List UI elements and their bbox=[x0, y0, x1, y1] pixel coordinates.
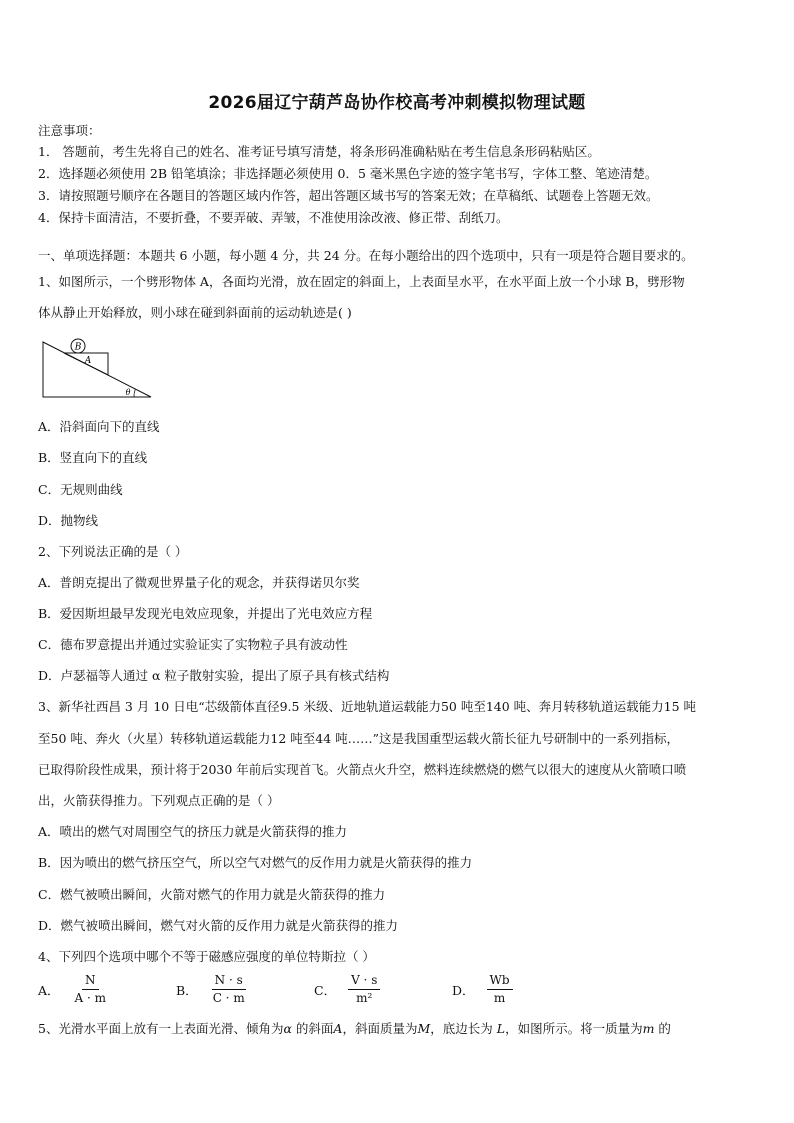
question-2-stem: 2、下列说法正确的是（ ） bbox=[38, 544, 188, 559]
q5-var-a: A bbox=[333, 1021, 343, 1036]
question-3-stem-cont: 至50 吨、奔火（火星）转移轨道运载能力12 吨至44 吨……”这是我国重型运载火箭长征九号研制中的一系列指标， bbox=[38, 731, 680, 746]
option-letter: A． bbox=[38, 982, 60, 998]
q5-alpha: α bbox=[283, 1021, 292, 1036]
option-letter: D． bbox=[452, 982, 475, 998]
q5-var-m-upper: M bbox=[417, 1021, 431, 1036]
angle-label: θ bbox=[125, 388, 131, 397]
notice-item: 4．保持卡面清洁，不要折叠，不要弄破、弄皱，不准使用涂改液、修正带、刮纸刀。 bbox=[38, 210, 509, 225]
question-1-option-a: A．沿斜面向下的直线 bbox=[38, 419, 160, 434]
fraction-numerator: N · s bbox=[212, 973, 246, 990]
question-3-stem-cont: 出，火箭获得推力。下列观点正确的是（ ） bbox=[38, 793, 280, 808]
wedge-a-label: A bbox=[84, 356, 92, 366]
question-4-option-c bbox=[314, 973, 380, 1006]
question-4-option-d bbox=[452, 973, 513, 1006]
fraction-numerator: N bbox=[82, 973, 99, 990]
ball-b-label: B bbox=[74, 342, 82, 353]
q5-var-l: L bbox=[496, 1021, 506, 1036]
q5-text: 的 bbox=[654, 1021, 671, 1036]
notice-item: 2．选择题必须使用 2B 铅笔填涂；非选择题必须使用 0．5 毫米黑色字迹的签字笔书写，字体工整、笔迹清楚。 bbox=[38, 166, 658, 181]
incline-wedge-figure bbox=[40, 334, 155, 400]
question-4-option-b bbox=[176, 973, 248, 1006]
fraction-denominator: C · m bbox=[212, 991, 245, 1005]
question-3-option-d: D．燃气被喷出瞬间，燃气对火箭的反作用力就是火箭获得的推力 bbox=[38, 918, 399, 933]
fraction-denominator: m bbox=[493, 991, 506, 1005]
option-letter: C． bbox=[314, 982, 337, 998]
question-1-option-c: C．无规则曲线 bbox=[38, 482, 123, 497]
question-1-stem-cont: 体从静止开始释放，则小球在碰到斜面前的运动轨迹是( ) bbox=[38, 305, 352, 320]
notice-heading: 注意事项： bbox=[38, 123, 101, 138]
q5-text: 的斜面 bbox=[291, 1021, 334, 1036]
question-4-option-a bbox=[38, 973, 109, 1006]
q5-text: 5、光滑水平面上放有一上表面光滑、倾角为 bbox=[38, 1021, 284, 1036]
question-2-option-d: D．卢瑟福等人通过 α 粒子散射实验，提出了原子具有核式结构 bbox=[38, 668, 390, 683]
q5-text: ，斜面质量为 bbox=[342, 1021, 418, 1036]
unit-fraction bbox=[210, 973, 248, 1006]
question-4-stem: 4、下列四个选项中哪个不等于磁感应强度的单位特斯拉（ ） bbox=[38, 949, 375, 964]
question-3-stem-cont: 已取得阶段性成果，预计将于2030 年前后实现首飞。火箭点火升空，燃料连续燃烧的燃气以很大的速度从火箭喷口喷 bbox=[38, 762, 687, 777]
notice-item: 3．请按照题号顺序在各题目的答题区域内作答，超出答题区域书写的答案无效；在草稿纸、试题卷上答题无效。 bbox=[38, 188, 659, 203]
unit-fraction bbox=[487, 973, 513, 1006]
question-5-stem bbox=[38, 1019, 671, 1037]
fraction-numerator: V · s bbox=[348, 973, 380, 990]
question-2-option-b: B．爱因斯坦最早发现光电效应现象，并提出了光电效应方程 bbox=[38, 606, 373, 621]
question-1-option-b: B．竖直向下的直线 bbox=[38, 450, 148, 465]
q5-text: ，如图所示。将一质量为 bbox=[505, 1021, 643, 1036]
angle-arc bbox=[134, 390, 135, 397]
section-heading: 一、单项选择题：本题共 6 小题，每小题 4 分，共 24 分。在每小题给出的四个选项中，只有一项是符合题目要求的。 bbox=[38, 248, 694, 263]
unit-fraction bbox=[348, 973, 380, 1006]
unit-fraction bbox=[72, 973, 110, 1006]
question-3-option-a: A．喷出的燃气对周围空气的挤压力就是火箭获得的推力 bbox=[38, 824, 348, 839]
page-title: 2026届辽宁葫芦岛协作校高考冲刺模拟物理试题 bbox=[208, 93, 586, 113]
question-3-option-b: B．因为喷出的燃气挤压空气，所以空气对燃气的反作用力就是火箭获得的推力 bbox=[38, 855, 473, 870]
question-2-option-a: A．普朗克提出了微观世界量子化的观念，并获得诺贝尔奖 bbox=[38, 575, 360, 590]
notice-item: 1． 答题前，考生先将自己的姓名、准考证号填写清楚，将条形码准确粘贴在考生信息条形码粘贴区。 bbox=[38, 144, 600, 159]
option-letter: B． bbox=[176, 982, 198, 998]
question-1-stem: 1、如图所示，一个劈形物体 A，各面均光滑，放在固定的斜面上，上表面呈水平，在水平面上放一个小球 B，劈形物 bbox=[38, 274, 685, 289]
question-1-option-d: D．抛物线 bbox=[38, 513, 99, 528]
fraction-numerator: Wb bbox=[487, 973, 513, 990]
q5-text: ，底边长为 bbox=[430, 1021, 497, 1036]
q5-var-m-lower: m bbox=[642, 1021, 655, 1036]
question-3-option-c: C．燃气被喷出瞬间，火箭对燃气的作用力就是火箭获得的推力 bbox=[38, 887, 386, 902]
question-3-stem: 3、新华社西昌 3 月 10 日电“芯级箭体直径9.5 米级、近地轨道运载能力50 吨至140 吨、奔月转移轨道运载能力15 吨 bbox=[38, 699, 697, 714]
fraction-denominator: A · m bbox=[74, 991, 107, 1005]
fraction-denominator: m² bbox=[356, 991, 373, 1005]
question-2-option-c: C．德布罗意提出并通过实验证实了实物粒子具有波动性 bbox=[38, 637, 348, 652]
